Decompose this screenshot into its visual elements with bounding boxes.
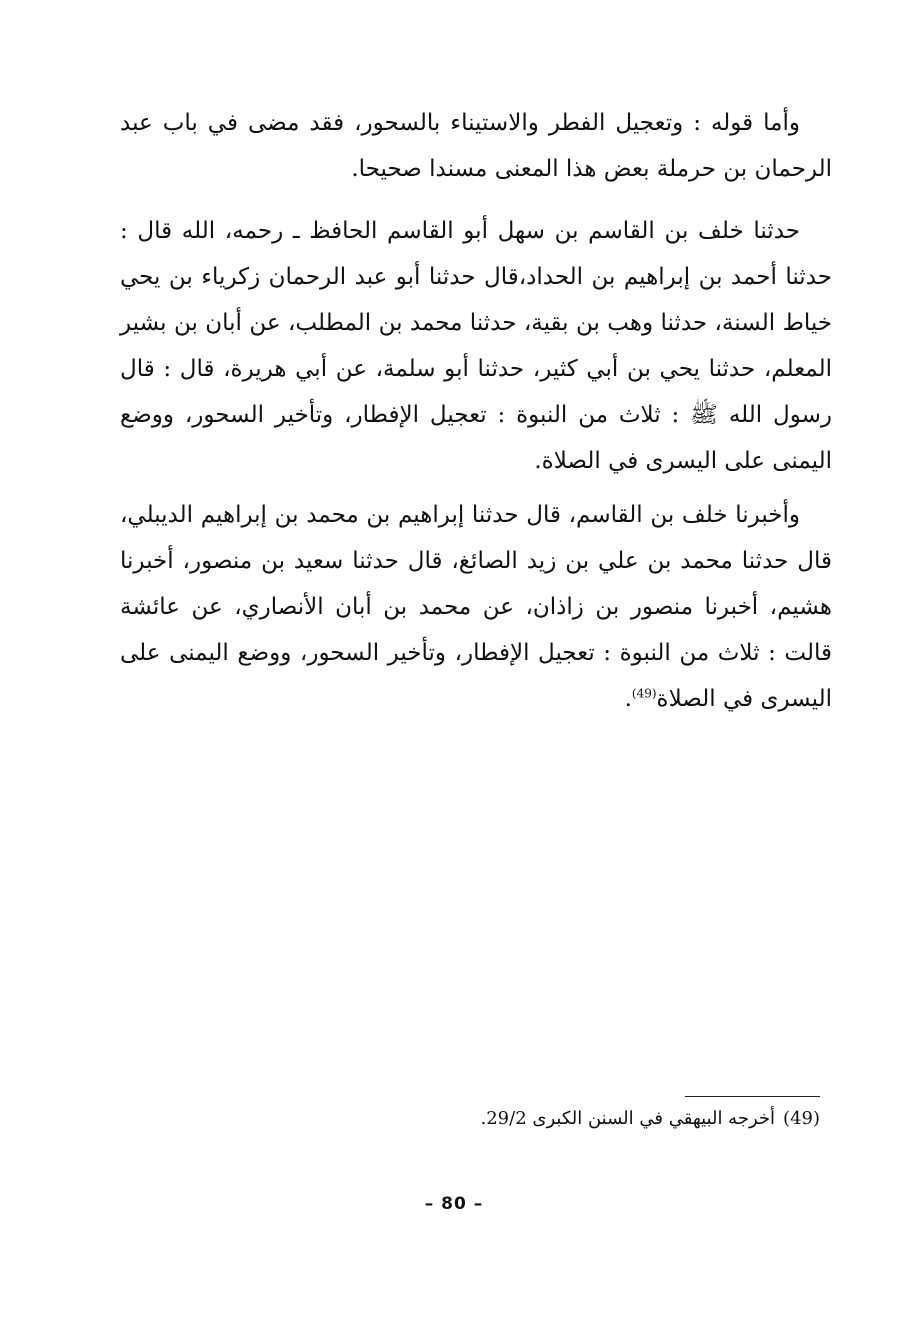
paragraph-3-container bbox=[120, 492, 832, 722]
paragraph-2-text: حدثنا خلف بن القاسم بن سهل أبو القاسم الحافظ ـ رحمه، الله قال : حدثنا أحمد بن إبراهيم بن الحداد،قال حدثنا أبو عبد الرحمان زكرياء بن يحي خياط السنة، حدثنا وهب بن بقية، حدثنا محمد بن المطلب، عن أبان بن بشير المعلم، حدثنا يحي بن أبي كثير، حدثنا أبو سلمة، عن أبي هريرة، قال : قال رسول الله ﷺ : ثلاث من النبوة : تعجيل الإفطار، وتأخير السحور، ووضع اليمنى على اليسرى في الصلاة. bbox=[120, 218, 832, 474]
paragraph-1-text: وأما قوله : وتعجيل الفطر والاستيناء بالسحور، فقد مضى في باب عبد الرحمان بن حرملة بعض هذا المعنى مسندا صحيحا. bbox=[120, 110, 832, 182]
footnote-reference: (49) bbox=[631, 686, 657, 701]
page-number: – 80 – bbox=[424, 1194, 484, 1214]
footnote-text: أخرجه البيهقي في السنن الكبرى 29/2. bbox=[480, 1108, 776, 1129]
paragraph-3 bbox=[120, 492, 832, 722]
paragraph-3-end: . bbox=[624, 686, 632, 712]
footnote bbox=[400, 1104, 820, 1134]
paragraph-3-text: وأخبرنا خلف بن القاسم، قال حدثنا إبراهيم بن محمد بن إبراهيم الديبلي، قال حدثنا محمد بن علي بن زيد الصائغ، قال حدثنا سعيد بن منصور، أخبرنا هشيم، أخبرنا منصور بن زاذان، عن محمد بن أبان الأنصاري، عن عائشة قالت : ثلاث من النبوة : تعجيل الإفطار، وتأخير السحور، ووضع اليمنى على اليسرى في الصلاة bbox=[120, 502, 832, 712]
paragraph-2 bbox=[120, 208, 832, 484]
paragraph-1 bbox=[120, 100, 832, 192]
footnote-number: (49) bbox=[783, 1108, 820, 1129]
footnote-divider bbox=[685, 1096, 820, 1097]
